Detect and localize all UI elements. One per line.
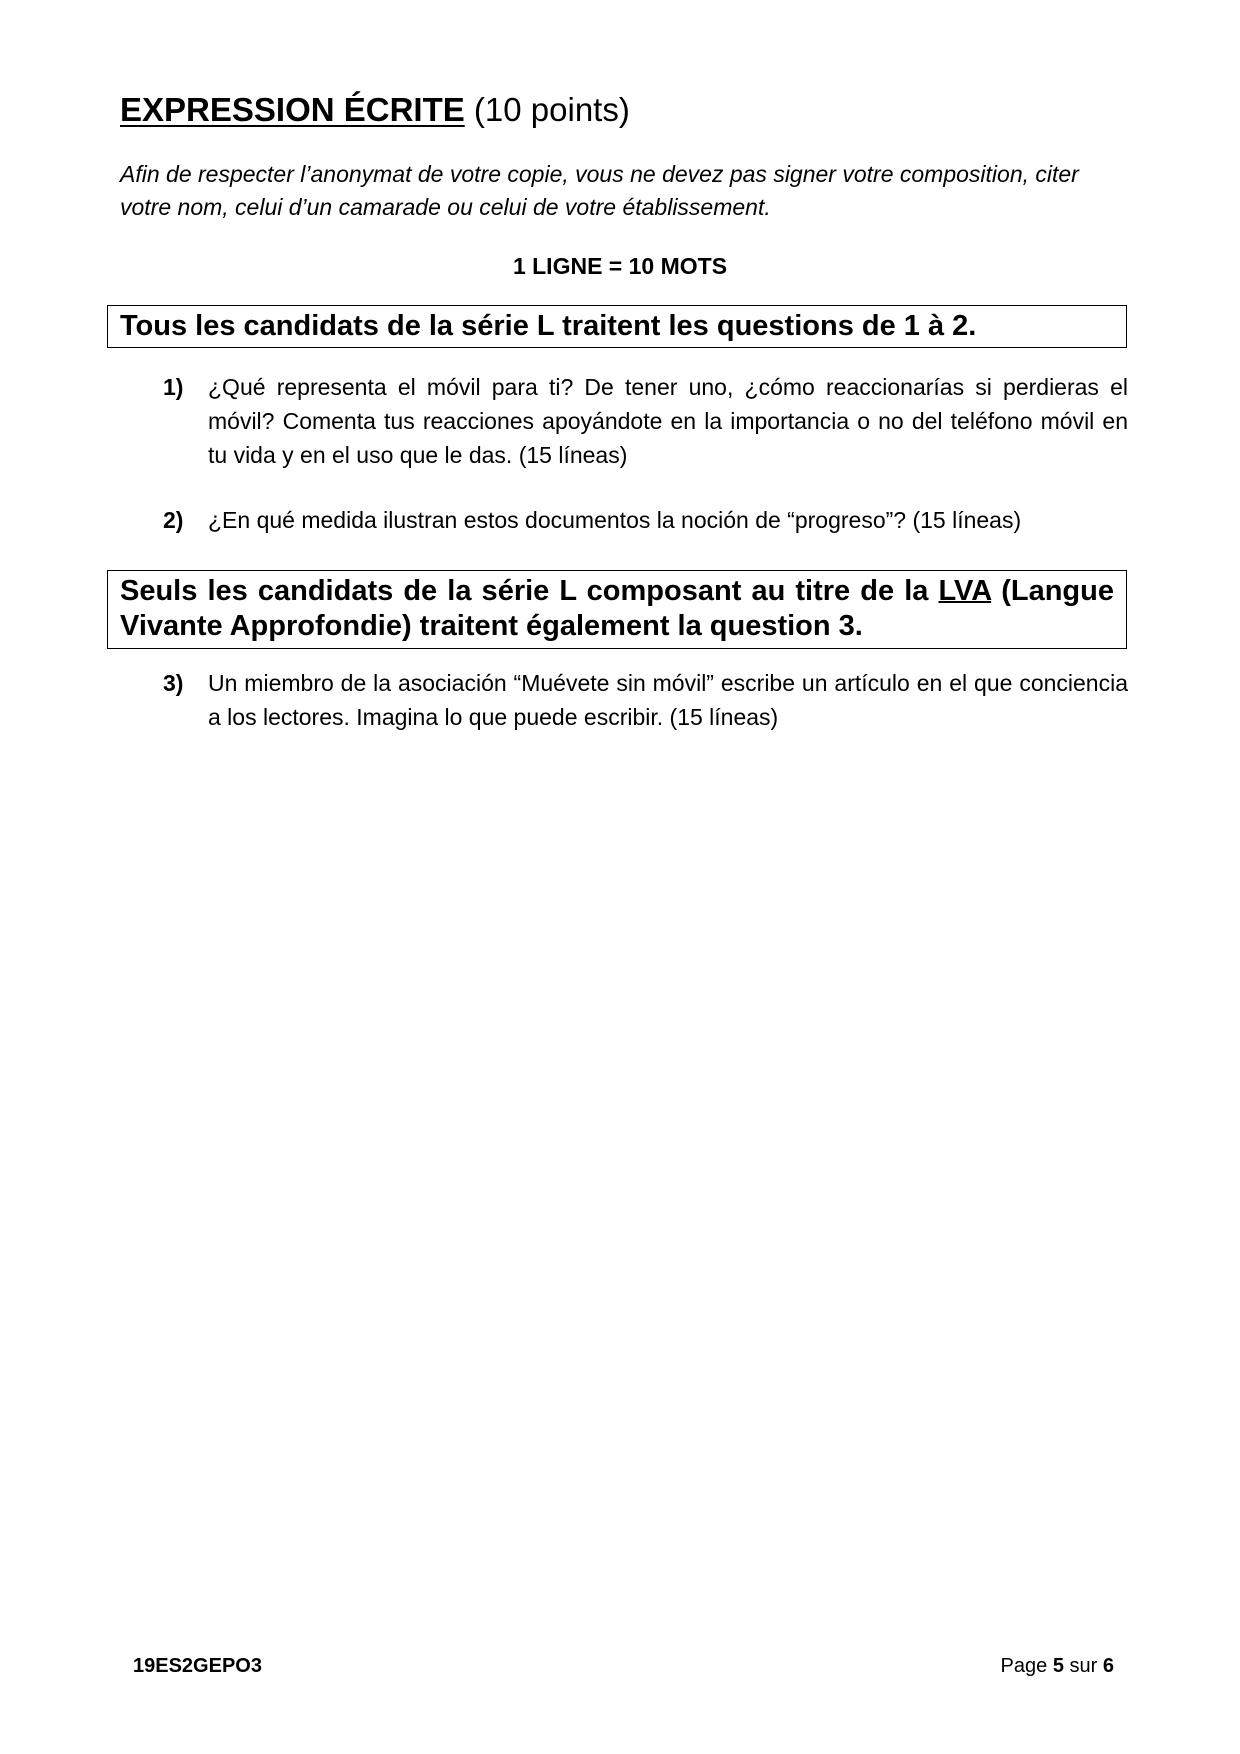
section-1-heading: Tous les candidats de la série L traitent les questions de 1 à 2. [120, 310, 977, 342]
line-word-rule: 1 LIGNE = 10 MOTS [512, 253, 728, 279]
question-text: Un miembro de la asociación “Muévete sin móvil” escribe un artículo en el que conciencia a los lectores. Imagina lo que puede escribir. (15 líneas) [208, 670, 1128, 730]
question-2 [163, 503, 1128, 537]
question-text: ¿En qué medida ilustran estos documentos la noción de “progreso”? (15 líneas) [208, 507, 1022, 533]
question-3 [163, 666, 1128, 734]
question-number: 2) [163, 507, 184, 533]
question-number: 3) [163, 670, 184, 696]
page-number [1001, 1653, 1114, 1679]
question-1 [163, 370, 1128, 472]
page-label: Page [1000, 1655, 1048, 1677]
question-text: ¿Qué representa el móvil para ti? De tener uno, ¿cómo reaccionarías si perdieras el móvil? Comenta tus reacciones apoyándote en la importancia o no del teléfono móvil en tu vida y en el uso que le das. (15 líneas) [208, 374, 1128, 468]
section-1-heading-box [107, 305, 1127, 348]
section-2-heading-box [107, 570, 1127, 649]
page-current: 5 [1052, 1655, 1064, 1677]
page-total: 6 [1102, 1655, 1114, 1677]
question-number: 1) [163, 374, 184, 400]
page-separator: sur [1069, 1655, 1098, 1677]
title-points: (10 points) [473, 91, 630, 128]
page-title [120, 88, 630, 132]
document-code: 19ES2GEPO3 [133, 1655, 262, 1677]
section-2-heading-lva: LVA [938, 575, 992, 607]
section-2-heading-end: (Langue Vivante Approfondie) traitent également la question 3. [120, 575, 1114, 642]
title-main: EXPRESSION ÉCRITE [120, 91, 465, 128]
anonymity-instructions: Afin de respecter l’anonymat de votre copie, vous ne devez pas signer votre composition, citer votre nom, celui d’un camarade ou celui de votre établissement. [120, 161, 1079, 220]
section-2-heading-start: Seuls les candidats de la série L composant au titre de la [120, 575, 939, 607]
